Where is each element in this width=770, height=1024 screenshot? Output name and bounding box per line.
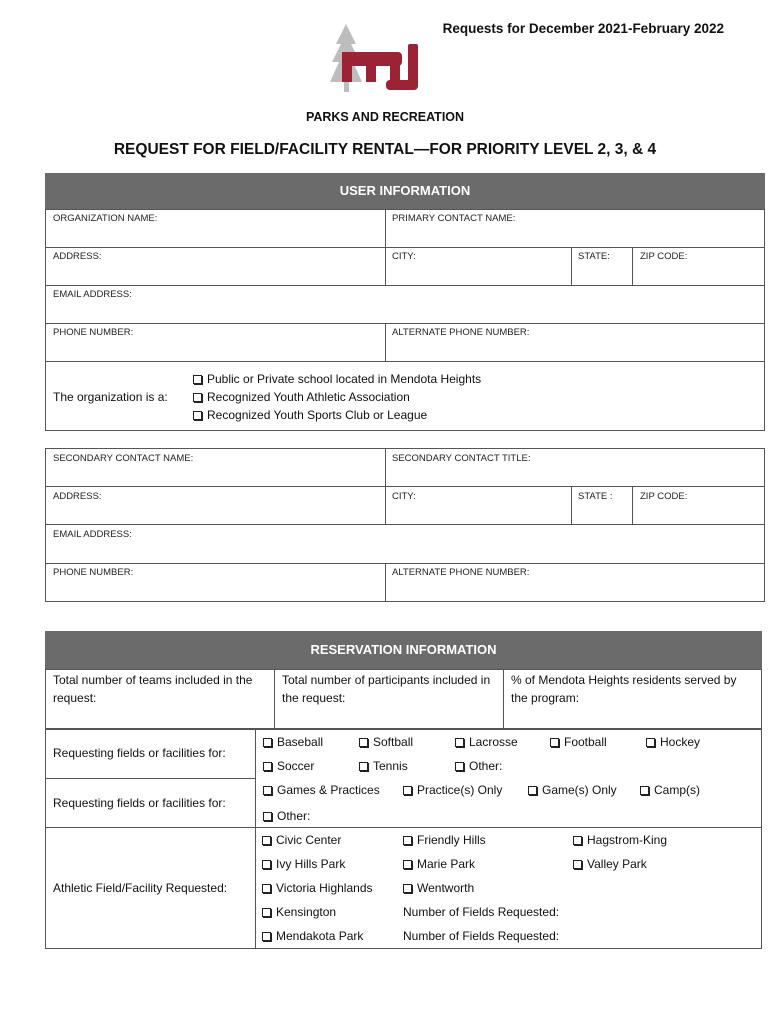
checkbox-icon [403, 786, 412, 795]
checkbox-icon [193, 393, 202, 402]
checkbox-icon [403, 884, 412, 893]
teams-count-field[interactable]: Total number of teams included in the request: [53, 673, 253, 705]
city-field[interactable]: CITY: [392, 251, 416, 262]
org-type-association-checkbox[interactable]: Recognized Youth Athletic Association [193, 390, 410, 404]
secondary-phone-field[interactable]: PHONE NUMBER: [53, 567, 134, 578]
facility-civic-center-checkbox[interactable]: Civic Center [262, 833, 341, 847]
checkbox-icon [262, 932, 271, 941]
checkbox-icon [573, 836, 582, 845]
facility-hagstrom-king-checkbox[interactable]: Hagstrom-King [573, 833, 667, 847]
zip-code-field[interactable]: ZIP CODE: [640, 251, 688, 262]
email-address-field[interactable]: EMAIL ADDRESS: [53, 289, 132, 300]
secondary-contact-table [45, 448, 765, 602]
checkbox-icon [359, 738, 368, 747]
state-field[interactable]: STATE: [578, 251, 610, 262]
checkbox-icon [263, 762, 272, 771]
mendakota-fields-count-field[interactable]: Number of Fields Requested: [403, 929, 560, 943]
checkbox-icon [193, 411, 202, 420]
use-camps-checkbox[interactable]: Camp(s) [640, 783, 700, 797]
secondary-address-field[interactable]: ADDRESS: [53, 491, 102, 502]
phone-number-field[interactable]: PHONE NUMBER: [53, 327, 134, 338]
checkbox-icon [528, 786, 537, 795]
sport-football-checkbox[interactable]: Football [550, 735, 607, 749]
checkbox-icon [640, 786, 649, 795]
checkbox-icon [403, 836, 412, 845]
checkbox-icon [193, 375, 202, 384]
checkbox-icon [359, 762, 368, 771]
user-info-heading: USER INFORMATION [45, 173, 765, 209]
participants-count-field[interactable]: Total number of participants included in the request: [282, 673, 491, 705]
org-type-club-checkbox[interactable]: Recognized Youth Sports Club or League [193, 408, 427, 422]
alternate-phone-field[interactable]: ALTERNATE PHONE NUMBER: [392, 327, 530, 338]
facility-marie-park-checkbox[interactable]: Marie Park [403, 857, 475, 871]
checkbox-icon [455, 762, 464, 771]
facility-label: Athletic Field/Facility Requested: [53, 881, 228, 895]
page-title: REQUEST FOR FIELD/FACILITY RENTAL—FOR PRIORITY LEVEL 2, 3, & 4 [113, 141, 657, 158]
secondary-email-field[interactable]: EMAIL ADDRESS: [53, 529, 132, 540]
facility-valley-park-checkbox[interactable]: Valley Park [573, 857, 647, 871]
secondary-city-field[interactable]: CITY: [392, 491, 416, 502]
facility-friendly-hills-checkbox[interactable]: Friendly Hills [403, 833, 486, 847]
facility-wentworth-checkbox[interactable]: Wentworth [403, 881, 474, 895]
organization-name-field[interactable]: ORGANIZATION NAME: [53, 213, 158, 224]
sport-lacrosse-checkbox[interactable]: Lacrosse [455, 735, 518, 749]
checkbox-icon [262, 860, 271, 869]
city-logo [328, 22, 426, 100]
sport-other-checkbox[interactable]: Other: [455, 759, 502, 773]
facility-victoria-highlands-checkbox[interactable]: Victoria Highlands [262, 881, 373, 895]
org-type-label: The organization is a: [53, 390, 168, 404]
sport-baseball-checkbox[interactable]: Baseball [263, 735, 323, 749]
checkbox-icon [403, 860, 412, 869]
reservation-info-heading: RESERVATION INFORMATION [45, 631, 762, 669]
checkbox-icon [263, 786, 272, 795]
secondary-contact-name-field[interactable]: SECONDARY CONTACT NAME: [53, 453, 194, 464]
primary-contact-name-field[interactable]: PRIMARY CONTACT NAME: [392, 213, 516, 224]
sport-soccer-checkbox[interactable]: Soccer [263, 759, 314, 773]
date-range-note: Requests for December 2021-February 2022 [442, 21, 724, 36]
org-type-school-checkbox[interactable]: Public or Private school located in Mendota Heights [193, 372, 481, 386]
department-name: PARKS AND RECREATION [305, 110, 465, 124]
secondary-alt-phone-field[interactable]: ALTERNATE PHONE NUMBER: [392, 567, 530, 578]
use-other-checkbox[interactable]: Other: [263, 809, 310, 823]
residents-percent-field[interactable]: % of Mendota Heights residents served by the program: [511, 673, 737, 705]
use-games-only-checkbox[interactable]: Game(s) Only [528, 783, 617, 797]
secondary-zip-field[interactable]: ZIP CODE: [640, 491, 688, 502]
sports-label: Requesting fields or facilities for: [53, 746, 226, 760]
checkbox-icon [263, 812, 272, 821]
facility-kensington-checkbox[interactable]: Kensington [262, 905, 336, 919]
facility-ivy-hills-checkbox[interactable]: Ivy Hills Park [262, 857, 345, 871]
checkbox-icon [263, 738, 272, 747]
secondary-state-field[interactable]: STATE : [578, 491, 613, 502]
checkbox-icon [573, 860, 582, 869]
sport-softball-checkbox[interactable]: Softball [359, 735, 413, 749]
sport-tennis-checkbox[interactable]: Tennis [359, 759, 408, 773]
address-field[interactable]: ADDRESS: [53, 251, 102, 262]
checkbox-icon [646, 738, 655, 747]
use-games-practices-checkbox[interactable]: Games & Practices [263, 783, 380, 797]
kensington-fields-count-field[interactable]: Number of Fields Requested: [403, 905, 560, 919]
use-practice-only-checkbox[interactable]: Practice(s) Only [403, 783, 502, 797]
use-label: Requesting fields or facilities for: [53, 796, 226, 810]
secondary-contact-title-field[interactable]: SECONDARY CONTACT TITLE: [392, 453, 531, 464]
checkbox-icon [455, 738, 464, 747]
checkbox-icon [262, 908, 271, 917]
checkbox-icon [550, 738, 559, 747]
facility-mendakota-park-checkbox[interactable]: Mendakota Park [262, 929, 363, 943]
sport-hockey-checkbox[interactable]: Hockey [646, 735, 700, 749]
checkbox-icon [262, 884, 271, 893]
checkbox-icon [262, 836, 271, 845]
